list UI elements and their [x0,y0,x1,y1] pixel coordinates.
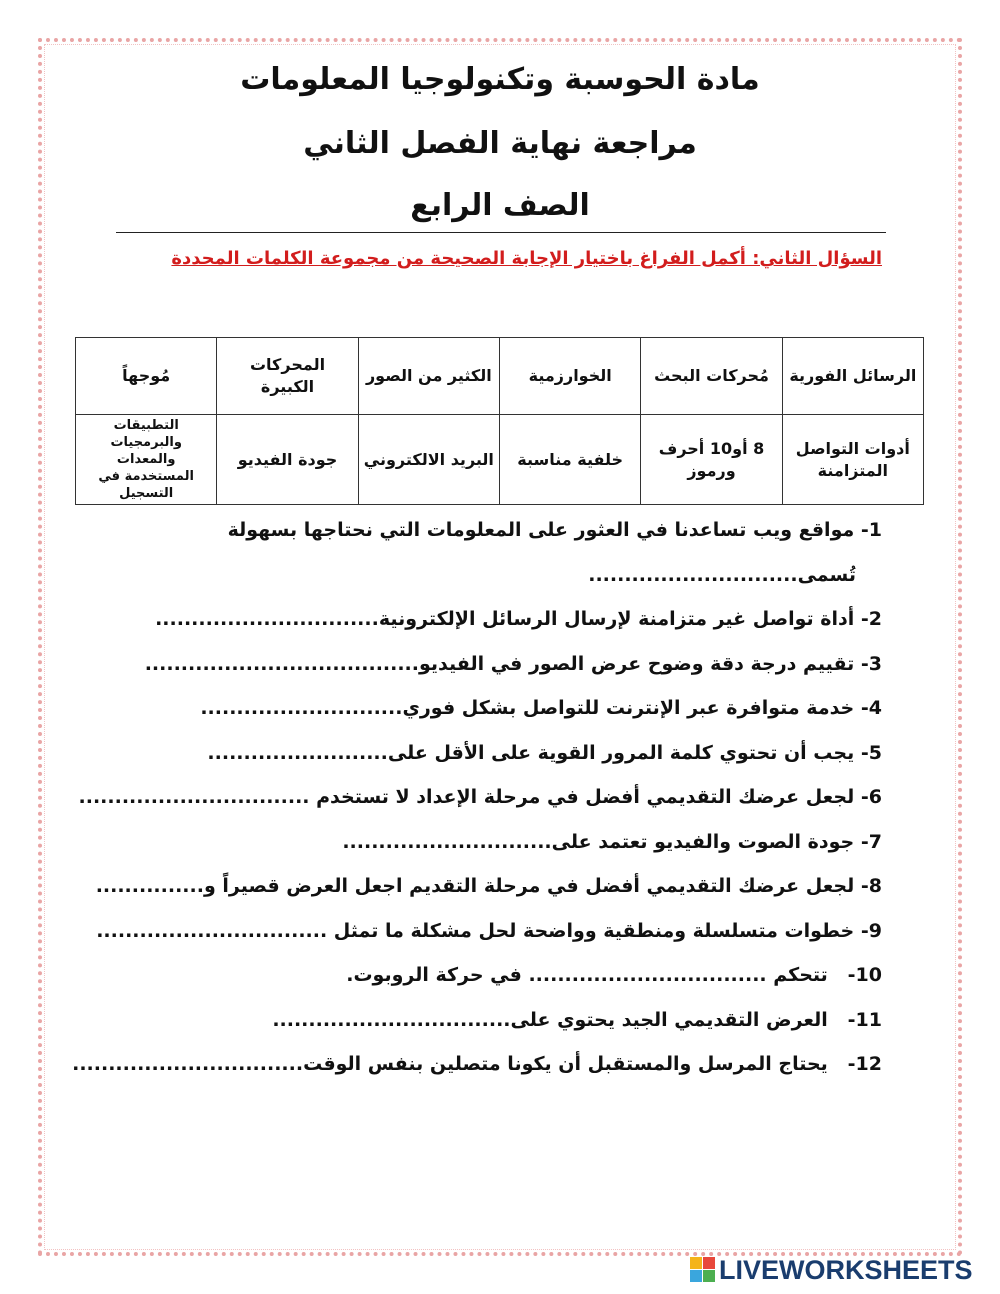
liveworksheets-logo-icon [690,1257,716,1290]
watermark [690,1255,973,1290]
list-item [82,696,882,741]
item-number: 2- [860,608,882,630]
item-text: جودة الصوت والفيديو تعتمد على............................. [342,830,855,853]
word-bank-cell: التطبيقات والبرمجيات والمعدات المستخدمة في التسجيل [76,415,217,505]
word-bank-cell: الكثير من الصور [358,338,499,415]
item-text: يحتاج المرسل والمستقبل أن يكونا متصلين بنفس الوقت................................ [72,1053,828,1075]
list-item [82,1008,882,1053]
item-text: أداة تواصل غير متزامنة لإرسال الرسائل الإلكترونية............................... [155,608,855,630]
list-item [82,652,882,697]
item-text: مواقع ويب تساعدنا في العثور على المعلومات التي نحتاجها بسهولة [227,519,855,541]
title-divider [116,232,886,233]
item-text: خطوات متسلسلة ومنطقية وواضحة لحل مشكلة ما تمثل ................................ [96,919,855,942]
list-item [82,741,882,786]
item-number: 12- [847,1053,882,1075]
item-number: 11- [847,1008,882,1031]
item-text: خدمة متوافرة عبر الإنترنت للتواصل بشكل فوري............................ [200,697,855,719]
item-number: 8- [860,875,882,897]
word-bank-cell: خلفية مناسبة [500,415,641,505]
word-bank-cell: البريد الالكتروني [358,415,499,505]
list-item [82,518,882,563]
word-bank-table [75,337,924,505]
list-item [82,919,882,964]
review-title: مراجعة نهاية الفصل الثاني [303,126,697,161]
fill-in-list [72,518,882,1097]
word-bank-row [76,338,924,415]
grade-title: الصف الرابع [410,188,590,223]
word-bank-row [76,415,924,505]
watermark-text: LIVEWORKSHEETS [719,1255,973,1285]
item-number: 1- [860,519,882,541]
list-item [82,607,882,652]
item-text: يجب أن تحتوي كلمة المرور القوية على الأقل على......................... [207,741,855,764]
item-number: 4- [860,697,882,719]
list-item [82,874,882,919]
word-bank-cell: مُوجهاً [76,338,217,415]
item-number: 5- [860,741,882,764]
word-bank-cell: 8 أو10 أحرف ورموز [641,415,782,505]
word-bank-cell: المحركات الكبيرة [217,338,358,415]
item-number: 7- [860,830,882,853]
subject-title: مادة الحوسبة وتكنولوجيا المعلومات [240,62,760,97]
list-item [72,1052,882,1097]
word-bank-cell: مُحركات البحث [641,338,782,415]
item-text: لجعل عرضك التقديمي أفضل في مرحلة التقديم اجعل العرض قصيراً و............... [95,875,855,897]
word-bank-cell: الرسائل الفورية [782,338,923,415]
item-text: تتحكم ................................. في حركة الروبوت. [346,964,828,986]
list-item [78,785,882,830]
item-text: لجعل عرضك التقديمي أفضل في مرحلة الإعداد لا تستخدم ................................ [78,786,855,808]
word-bank-cell: جودة الفيديو [217,415,358,505]
item-number: 10- [847,964,882,986]
item-number: 3- [860,652,882,675]
question-heading: السؤال الثاني: أكمل الفراغ باختيار الإجابة الصحيحة من مجموعة الكلمات المحددة [171,248,882,269]
item-text: تقييم درجة دقة وضوح عرض الصور في الفيديو...................................... [144,652,855,675]
item-text: تُسمى............................. [588,563,856,586]
word-bank-cell: الخوارزمية [500,338,641,415]
item-number: 6- [860,786,882,808]
item-number: 9- [860,919,882,942]
list-item [82,963,882,1008]
word-bank-cell: أدوات التواصل المتزامنة [782,415,923,505]
list-item [82,563,882,608]
list-item [82,830,882,875]
item-text: العرض التقديمي الجيد يحتوي على................................. [272,1008,828,1031]
